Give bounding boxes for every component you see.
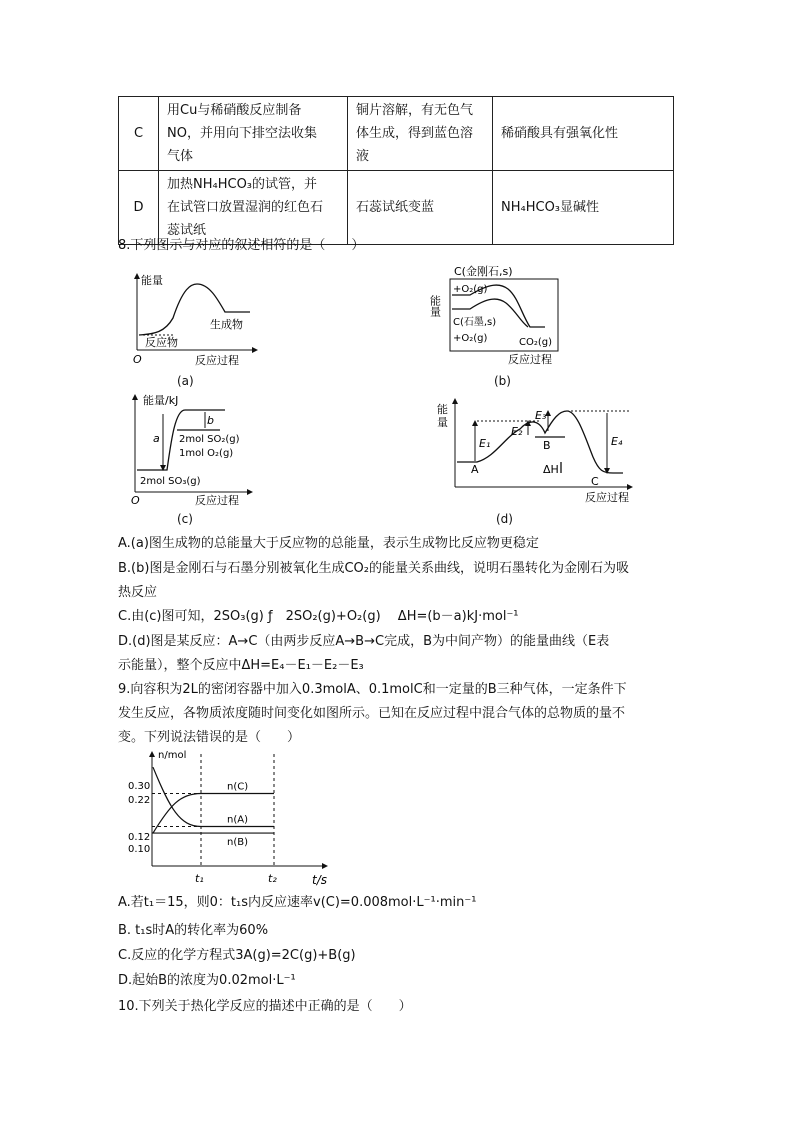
svg-text:1mol O₂(g): 1mol O₂(g): [179, 448, 234, 459]
series-label: n(B): [227, 837, 249, 849]
q9-chart: [125, 748, 335, 890]
figure-c: [125, 392, 255, 510]
svg-text:B: B: [543, 439, 551, 452]
q9-stem: 9.向容积为2L的密闭容器中加入0.3molA、0.1molC和一定量的B三种气体，一定条件下: [118, 682, 627, 697]
table-row: [119, 97, 674, 171]
svg-text:能量: 能量: [428, 295, 442, 317]
ytick: 0.10: [128, 844, 151, 855]
q8-option-c: C.由(c)图可知，2SO₃(g) ƒ 2SO₂(g)+O₂(g) ΔH=(b－a)kJ·mol⁻¹: [118, 609, 519, 624]
svg-text:CO₂(g): CO₂(g): [519, 337, 553, 348]
phenomenon-cell: 石蕊试纸变蓝: [348, 171, 493, 245]
svg-text:能: 能: [437, 403, 448, 416]
row-letter: D: [119, 171, 159, 245]
q9-option-a: A.若t₁＝15，则0：t₁s内反应速率v(C)=0.008mol·L⁻¹·min⁻¹: [118, 895, 477, 910]
ytick: 0.30: [128, 781, 151, 792]
svg-text:C: C: [591, 475, 599, 488]
svg-text:反应过程: 反应过程: [508, 353, 552, 366]
svg-text:反应过程: 反应过程: [585, 491, 629, 504]
svg-text:量: 量: [437, 416, 448, 429]
svg-text:b: b: [207, 414, 214, 427]
svg-text:C(石墨,s): C(石墨,s): [453, 317, 497, 328]
reactant-label: 反应物: [145, 336, 178, 349]
svg-text:O: O: [131, 494, 140, 507]
svg-text:A: A: [471, 463, 479, 476]
operation-cell: 加热NH₄HCO₃的试管，并 在试管口放置湿润的红色石 蕊试纸: [159, 171, 348, 245]
ytick: 0.22: [128, 795, 151, 806]
svg-text:E₃: E₃: [535, 409, 547, 422]
q9-stem-cont2: 变。下列说法错误的是（ ）: [118, 730, 301, 745]
phenomenon-cell: 铜片溶解，有无色气 体生成，得到蓝色溶 液: [348, 97, 493, 171]
q9-stem-cont: 发生反应，各物质浓度随时间变化如图所示。已知在反应过程中混合气体的总物质的量不: [118, 706, 626, 721]
svg-text:ΔH: ΔH: [543, 463, 559, 476]
svg-text:E₂: E₂: [511, 425, 523, 438]
svg-text:E₁: E₁: [479, 437, 491, 450]
q8-option-a: A.(a)图生成物的总能量大于反应物的总能量，表示生成物比反应物更稳定: [118, 536, 539, 551]
xtick: t₂: [268, 872, 277, 885]
series-line-nc: [153, 794, 274, 834]
options-table: [118, 96, 674, 245]
q8-option-d: D.(d)图是某反应：A→C（由两步反应A→B→C完成，B为中间产物）的能量曲线（E表: [118, 634, 610, 649]
svg-text:+O₂(g): +O₂(g): [453, 333, 488, 344]
q9-option-c: C.反应的化学方程式3A(g)=2C(g)+B(g): [118, 948, 356, 963]
svg-text:E₄: E₄: [611, 435, 623, 448]
operation-cell: 用Cu与稀硝酸反应制备 NO，并用向下排空法收集 气体: [159, 97, 348, 171]
q10-stem: 10.下列关于热化学反应的描述中正确的是（ ）: [118, 999, 412, 1014]
conclusion-cell: 稀硝酸具有强氧化性: [493, 97, 674, 171]
svg-text:2mol SO₂(g): 2mol SO₂(g): [179, 434, 240, 445]
q9-option-d: D.起始B的浓度为0.02mol·L⁻¹: [118, 973, 296, 988]
q8-option-b: B.(b)图是金刚石与石墨分别被氧化生成CO₂的能量关系曲线，说明石墨转化为金刚石为吸: [118, 561, 629, 576]
svg-text:反应过程: 反应过程: [195, 354, 239, 367]
figure-a: [125, 268, 260, 373]
table-row: [119, 171, 674, 245]
caption-d: (d): [496, 512, 513, 526]
figure-d: [435, 397, 635, 509]
series-label: n(A): [227, 814, 248, 826]
x-label: t/s: [312, 873, 327, 887]
xtick: t₁: [195, 872, 204, 885]
conclusion-cell: NH₄HCO₃显碱性: [493, 171, 674, 245]
series-label: n(C): [227, 781, 249, 793]
y-label: 能量: [141, 274, 163, 287]
ytick: 0.12: [128, 832, 151, 843]
svg-text:反应过程: 反应过程: [195, 494, 239, 507]
q8-stem: 8.下列图示与对应的叙述相符的是（ ）: [118, 238, 365, 253]
svg-text:+O₂(g): +O₂(g): [453, 284, 488, 295]
svg-text:C(金刚石,s): C(金刚石,s): [454, 265, 513, 278]
series-line-na: [153, 767, 274, 826]
figure-b: [430, 265, 565, 370]
y-label: n/mol: [158, 750, 187, 761]
q8-option-b-cont: 热反应: [118, 585, 158, 600]
caption-a: (a): [177, 374, 194, 388]
q9-option-b: B. t₁s时A的转化率为60%: [118, 923, 269, 938]
caption-b: (b): [494, 374, 511, 388]
caption-c: (c): [177, 512, 193, 526]
row-letter: C: [119, 97, 159, 171]
svg-text:O: O: [133, 353, 142, 366]
q8-option-d-cont: 示能量），整个反应中ΔH=E₄－E₁－E₂－E₃: [118, 658, 364, 673]
svg-text:2mol SO₃(g): 2mol SO₃(g): [140, 476, 201, 487]
svg-text:能量/kJ: 能量/kJ: [143, 394, 179, 407]
product-label: 生成物: [210, 318, 243, 331]
svg-text:a: a: [153, 432, 160, 445]
